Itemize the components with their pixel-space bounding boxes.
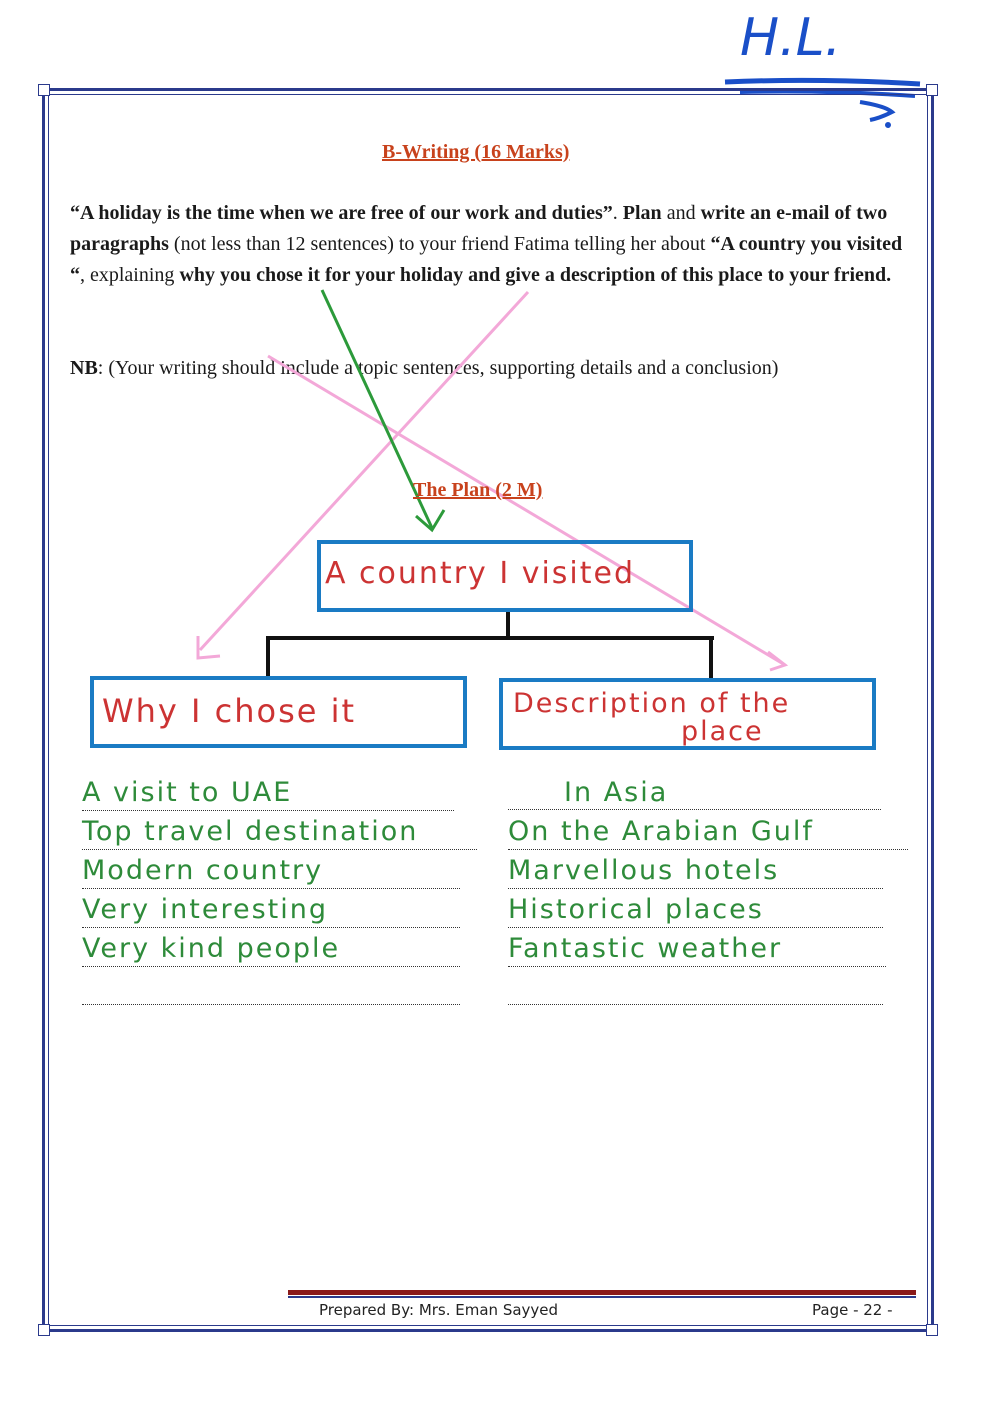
reason-box-text: Why I chose it — [102, 692, 357, 730]
reason-box — [90, 676, 467, 748]
reason-item: A visit to UAE — [82, 776, 454, 811]
reason-item: Very interesting — [82, 893, 460, 928]
footer-rule — [288, 1296, 916, 1298]
plan-title: The Plan (2 M) — [413, 479, 543, 501]
nb-text: : (Your writing should include a topic sentences, supporting details and a conclusion) — [97, 357, 779, 379]
reason-item — [82, 970, 460, 1005]
description-item — [508, 970, 883, 1005]
nb-label: NB — [70, 357, 98, 379]
prompt-text: . — [612, 202, 623, 224]
description-box — [499, 678, 876, 750]
connector-line — [266, 636, 270, 678]
description-item: Marvellous hotels — [508, 854, 883, 889]
section-title: B-Writing (16 Marks) — [382, 141, 570, 163]
description-item: Historical places — [508, 893, 883, 928]
connector-line — [266, 636, 714, 640]
reason-item: Modern country — [82, 854, 460, 889]
main-idea-text: A country I visited — [325, 556, 636, 591]
teacher-annotation: H.L. — [740, 8, 842, 68]
description-item: On the Arabian Gulf — [508, 815, 908, 850]
prompt-quote: “A holiday is the time when we are free of our work and duties” — [70, 202, 613, 224]
prompt-topic: “A country you visited “ — [70, 233, 903, 286]
description-box-text-2: place — [681, 716, 764, 747]
main-idea-box — [317, 540, 693, 612]
footer-author: Prepared By: Mrs. Eman Sayyed — [319, 1301, 559, 1319]
footer-rule — [288, 1290, 916, 1295]
connector-line — [506, 612, 510, 638]
reason-item: Top travel destination — [82, 815, 477, 850]
prompt-plan: Plan — [622, 202, 662, 224]
description-item: In Asia — [508, 776, 881, 810]
prompt-text: , explaining — [80, 264, 180, 286]
connector-line — [709, 636, 713, 678]
prompt-text: and — [661, 202, 701, 224]
prompt-write: write an e-mail of two paragraphs — [70, 202, 888, 255]
prompt-task: why you chose it for your holiday and give a description of this place to your friend. — [179, 264, 892, 286]
prompt-text: (not less than 12 sentences) to your friend Fatima telling her about — [168, 233, 711, 255]
description-item: Fantastic weather — [508, 932, 886, 967]
description-box-text: Description of the — [513, 688, 791, 719]
page-number: Page - 22 - — [812, 1301, 893, 1319]
reason-item: Very kind people — [82, 932, 460, 967]
